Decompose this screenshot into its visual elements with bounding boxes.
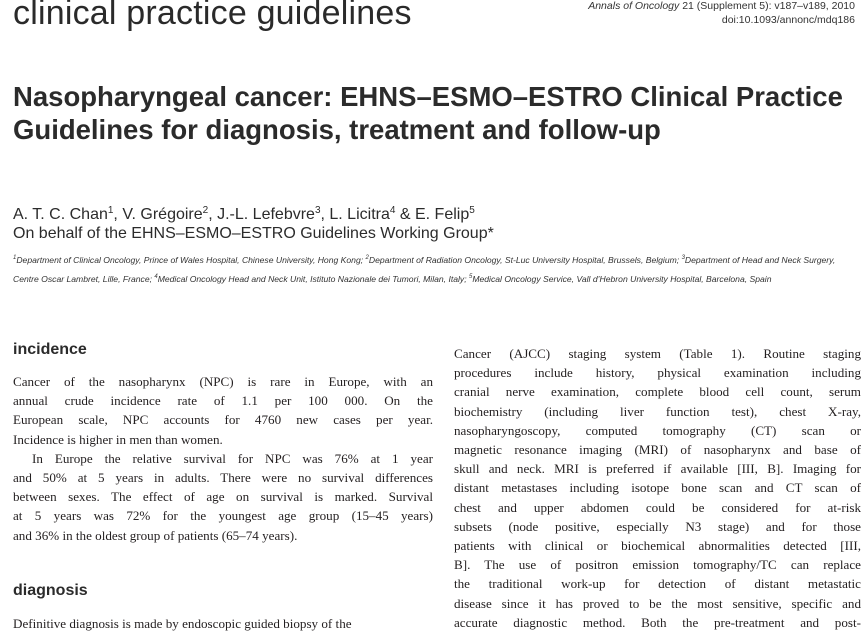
affiliation-text: Medical Oncology Head and Neck Unit, Istituto Nazionale dei Tumori, Milan, Italy; xyxy=(157,273,469,284)
affiliation-mark: 1 xyxy=(13,255,17,261)
text-line: accurate diagnostic method. Both the pre-treatment and post- xyxy=(454,614,861,630)
author-separator: , xyxy=(320,206,330,223)
text-line: In Europe the relative survival for NPC was 76% at 1 year xyxy=(32,450,433,466)
affiliation-text: Medical Oncology Service, Vall d’Hebron University Hospital, Barcelona, Spain xyxy=(472,273,772,284)
text-line: nasopharyngoscopy, computed tomography (CT) scan or xyxy=(454,422,861,438)
author-list xyxy=(13,201,475,225)
text-line: disease since it has proved to be the most sensitive, specific and xyxy=(454,595,861,611)
journal-name: Annals of Oncology xyxy=(588,0,680,12)
incidence-heading: incidence xyxy=(13,341,87,358)
author-separator: , xyxy=(113,206,123,223)
text-line: magnetic resonance imaging (MRI) of nasopharynx and base of xyxy=(454,442,861,458)
text-line: cranial nerve examination, complete blood cell count, serum xyxy=(454,384,861,400)
author-affiliation-mark: 4 xyxy=(389,205,396,216)
author-affiliation-mark: 5 xyxy=(469,205,475,216)
text-line: chest and upper abdomen could be considered for at-risk xyxy=(454,499,861,515)
affiliation-mark: 3 xyxy=(681,255,685,261)
text-line: B]. The use of positron emission tomography/TC can replace xyxy=(454,557,861,573)
journal-citation xyxy=(588,0,855,13)
incidence-paragraph-1 xyxy=(13,372,433,449)
text-line: and 50% at 5 years in adults. There were no survival differences xyxy=(13,470,433,486)
text-line: and 36% in the oldest group of patients (65–74 years). xyxy=(13,527,298,543)
incidence-paragraph-2 xyxy=(13,449,433,545)
journal-volume-pages: 21 (Supplement 5): v187–v189, 2010 xyxy=(679,0,855,12)
doi: doi:10.1093/annonc/mdq186 xyxy=(721,14,855,26)
text-line: patients with clinical or biochemical abnormalities detected [III, xyxy=(454,538,861,554)
text-line: the traditional work-up for detection of distant metastatic xyxy=(454,576,861,592)
working-group-line: On behalf of the EHNS–ESMO–ESTRO Guidelines Working Group* xyxy=(13,225,494,242)
right-column xyxy=(454,340,861,632)
diagnosis-paragraph xyxy=(13,614,433,633)
text-line: at 5 years was 72% for the youngest age group (15–45 years) xyxy=(13,508,433,524)
staging-paragraph xyxy=(454,344,861,632)
author-affiliation-mark: 2 xyxy=(202,205,209,216)
left-column xyxy=(13,340,433,633)
journal-citation-block xyxy=(588,0,855,27)
affiliation-text: Department of Head and Neck Surgery, Centre Oscar Lambret, Lille, France; xyxy=(13,255,836,284)
author-separator: & xyxy=(395,206,415,223)
section-label: clinical practice guidelines xyxy=(13,0,412,32)
article-title: Nasopharyngeal cancer: EHNS–ESMO–ESTRO Clinical Practice Guidelines for diagnosis, treatment and follow-up xyxy=(13,81,843,145)
text-line: Definitive diagnosis is made by endoscopic guided biopsy of the xyxy=(13,615,352,631)
text-line: subsets (node positive, especially N3 stage) and for those xyxy=(454,518,861,534)
affiliation-mark: 2 xyxy=(365,255,369,261)
author-affiliation-mark: 1 xyxy=(107,205,114,216)
text-line: annual crude incidence rate of 1.1 per 100 000. On the xyxy=(13,393,433,409)
affiliation-mark: 4 xyxy=(154,273,158,280)
author-name: A. T. C. Chan xyxy=(13,206,108,223)
author-name: V. Grégoire xyxy=(122,206,203,223)
text-line: skull and neck. MRI is preferred if available [III, B]. Imaging for xyxy=(454,461,861,477)
text-line: between sexes. The effect of age on survival is marked. Survival xyxy=(13,489,433,505)
text-line: Cancer (AJCC) staging system (Table 1). Routine staging xyxy=(454,346,861,361)
text-line: biochemistry (including liver function test), chest X-ray, xyxy=(454,403,861,419)
author-affiliation-mark: 3 xyxy=(314,205,321,216)
affiliation-text: Department of Clinical Oncology, Prince of Wales Hospital, Chinese University, Hong Kong; xyxy=(16,255,366,265)
affiliations xyxy=(13,250,861,287)
diagnosis-heading: diagnosis xyxy=(13,581,88,599)
text-line: Cancer of the nasopharynx (NPC) is rare in Europe, with an xyxy=(13,374,433,389)
text-line: distant metastases including isotope bone scan and CT scan of xyxy=(454,480,861,496)
author-name: J.-L. Lefebvre xyxy=(217,206,315,223)
text-line: procedures include history, physical examination including xyxy=(454,365,861,381)
text-line: Incidence is higher in men than women. xyxy=(13,431,223,447)
author-separator: , xyxy=(208,206,218,223)
author-name: L. Licitra xyxy=(329,206,390,223)
affiliation-mark: 5 xyxy=(468,273,473,280)
text-line: European scale, NPC accounts for 4760 new cases per year. xyxy=(13,412,433,428)
affiliation-text: Department of Radiation Oncology, St-Luc University Hospital, Brussels, Belgium; xyxy=(368,255,682,265)
author-name: E. Felip xyxy=(414,206,470,223)
